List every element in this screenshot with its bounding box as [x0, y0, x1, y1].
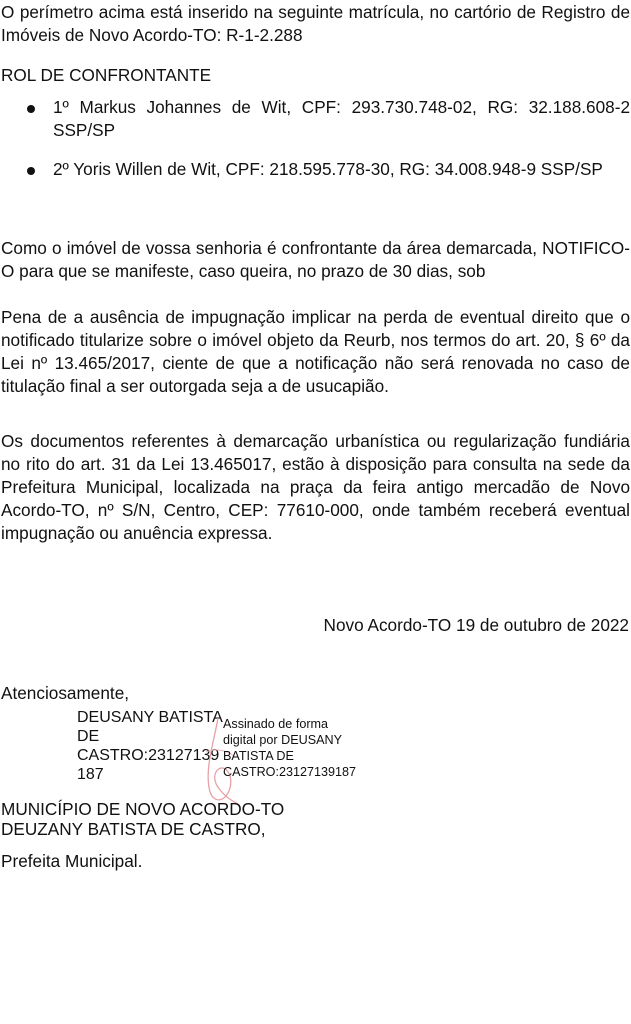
confrontante-text: 1º Markus Johannes de Wit, CPF: 293.730.748-02, RG: 32.188.608-2 SSP/SP [53, 97, 630, 140]
signer-role: Prefeita Municipal. [1, 851, 143, 871]
confrontante-text: 2º Yoris Willen de Wit, CPF: 218.595.778-30, RG: 34.008.948-9 SSP/SP [53, 159, 603, 179]
list-item [0, 96, 630, 142]
signer-name: DEUZANY BATISTA DE CASTRO, [1, 819, 266, 839]
matricula-paragraph: O perímetro acima está inserido na seguinte matrícula, no cartório de Registro de Imóveis de Novo Acordo-TO: R-1-2.288 [1, 2, 630, 45]
bullet-icon [27, 105, 35, 113]
date-line: Novo Acordo-TO 19 de outubro de 2022 [323, 615, 629, 635]
confrontantes-list [0, 96, 631, 197]
digital-signature-note: Assinado de forma digital por DEUSANY BATISTA DE CASTRO:23127139187 [223, 717, 357, 779]
penalty-paragraph: Pena de a ausência de impugnação implicar na perda de eventual direito que o notificado titularize sobre o imóvel objeto da Reurb, nos termos do art. 20, § 6º da Lei nº 13.465/2017, ciente de que a notificação não será renovada no caso de titulação final a ser outorgada seja a de usucapião. [1, 307, 630, 396]
bullet-icon [27, 167, 35, 175]
notification-paragraph: Como o imóvel de vossa senhoria é confrontante da área demarcada, NOTIFICO-O para que se manifeste, caso queira, no prazo de 30 dias, sob [1, 238, 630, 281]
documents-paragraph: Os documentos referentes à demarcação urbanística ou regularização fundiária no rito do art. 31 da Lei 13.465017, estão à disposição para consulta na sede da Prefeitura Municipal, localizada na praça da feira antigo mercadão de Novo Acordo-TO, nº S/N, Centro, CEP: 77610-000, onde também receberá eventual impugnação ou anuência expressa. [1, 431, 630, 543]
closing-text: Atenciosamente, [1, 683, 130, 703]
rol-heading: ROL DE CONFRONTANTE [1, 65, 212, 85]
digital-signature-name: DEUSANY BATISTA DE CASTRO:23127139 187 [77, 709, 223, 783]
municipality-name: MUNICÍPIO DE NOVO ACORDO-TO [1, 799, 285, 819]
list-item [0, 158, 630, 181]
